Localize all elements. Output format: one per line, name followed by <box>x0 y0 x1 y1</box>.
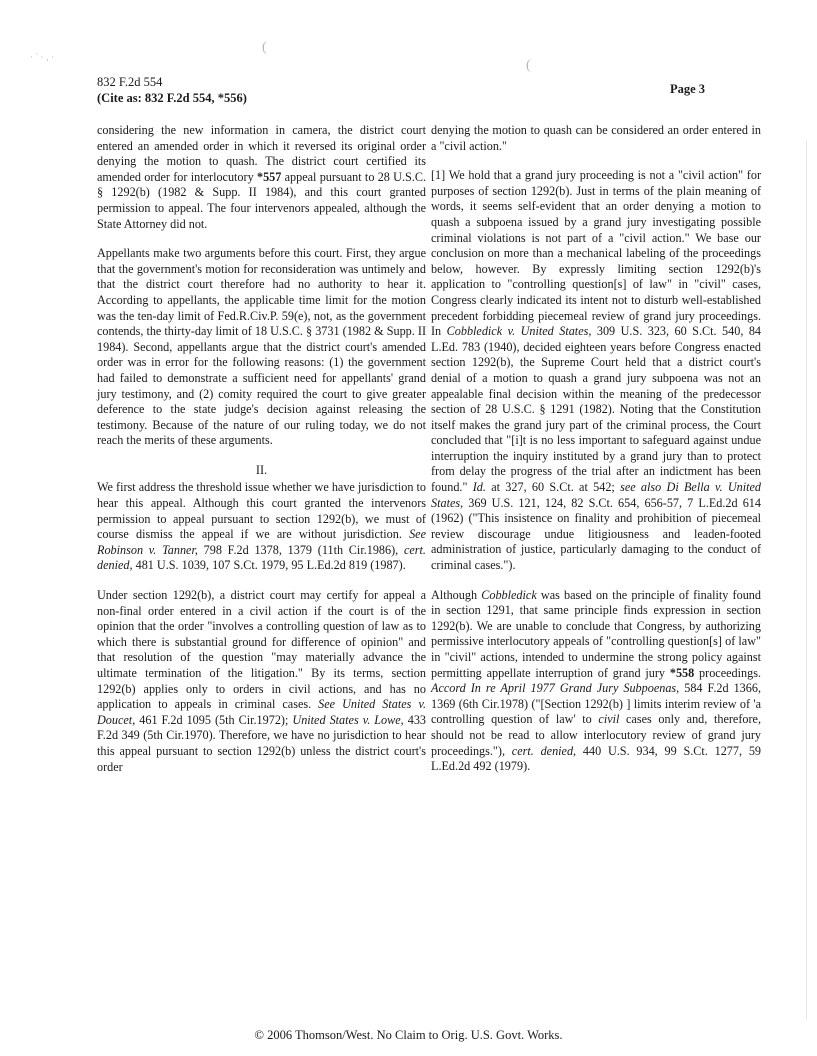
paragraph-section-1292b: Under section 1292(b), a district court may certify for appeal a non-final order entered in a civil action if the court is of the opinion that the order "involves a controlling question of law as to which there is substantial ground for difference of opinion" and that resolution of the question "may materially advance the ultimate termination of the litigation." By its terms, section 1292(b) applies only to orders in civil actions, and has no application to appeals in criminal cases. See United States v. Doucet, 461 F.2d 1095 (5th Cir.1972); United States v. Lowe, 433 F.2d 349 (5th Cir.1970). Therefore, we have no jurisdiction to hear this appeal pursuant to section 1292(b) unless the district court's order <box>97 588 427 774</box>
paragraph-civil-action-continuation: denying the motion to quash can be considered an order entered in a "civil action." <box>431 123 761 153</box>
star-page-558: *558 <box>669 665 695 680</box>
paragraph-procedural-history: considering the new information in camera, the district court entered an amended order in which it reversed its original order denying the motion to quash. The district court certified its amended order for interlocutory *557 appeal pursuant to 28 U.S.C. § 1292(b) (1982 & Supp. II 1984), and this court granted permission to appeal. The four intervenors appealed, although the State Attorney did not. <box>97 123 426 231</box>
paragraph-holding: [1] We hold that a grand jury proceeding is not a "civil action" for purposes of section 1292(b). Just in terms of the plain meaning of words, it seems self-evident that an order denying a motion to quash a subpoena issued by a grand jury investigating possible criminal violations is not part of a "civil action." We base our conclusion on more than a mechanical labeling of the proceedings below, however. By expressly limiting section 1292(b)'s application to "controlling question[s] of law" in "civil" cases, Congress clearly indicated its intent not to disturb well-established precedent forbidding piecemeal review of grand jury proceedings. In Cobbledick v. United States, 309 U.S. 323, 60 S.Ct. 540, 84 L.Ed. 783 (1940), decided eighteen years before Congress enacted section 1292(b), the Supreme Court held that a district court's denial of a motion to quash a grand jury subpoena was not an appealable final decision within the meaning of the predecessor section of 28 U.S.C. § 1291 (1982). Noting that the Constitution itself makes the grand jury part of the criminal process, the Court concluded that "[i]t is no less important to safeguard against undue interruption the inquiry instituted by a grand jury than to protect from delay the progress of the trial after an indictment has been found." Id. at 327, 60 S.Ct. at 542; see also Di Bella v. United States, 369 U.S. 121, 124, 82 S.Ct. 654, 656-57, 7 L.Ed.2d 614 (1962) ("This insistence on finality and prohibition of piecemeal review discourage undue litigiousness and leaden-footed administration of justice, particularly damaging to the conduct of criminal cases."). <box>431 168 762 573</box>
scan-artifact-marks: · ˙ · ‚ · <box>30 52 54 62</box>
left-column <box>97 123 426 789</box>
paragraph-appellants-arguments: Appellants make two arguments before this court. First, they argue that the government's motion for reconsideration was untimely and that the district court therefore had no authority to hear it. According to appellants, the applicable time limit for the motion was the ten-day limit of Fed.R.Civ.P. 59(e), not, as the government contends, the thirty-day limit of 18 U.S.C. § 3731 (1982 & Supp. II 1984). Second, appellants argue that the district court's amended order was in error for the following reasons: (1) the government had failed to demonstrate a sufficient need for appellants' grand jury testimony, and (2) comity required the court to give greater deference to the state judge's decision against releasing the testimony. Because of the nature of our ruling today, we do not reach the merits of these arguments. <box>97 246 426 448</box>
right-column <box>431 123 761 789</box>
scan-artifact-paren-right: ( <box>526 58 531 73</box>
reporter-citation: 832 F.2d 554 <box>97 75 163 89</box>
cite-as-line: (Cite as: 832 F.2d 554, *556) <box>97 91 247 105</box>
section-heading: II. <box>255 462 268 477</box>
copyright-footer: © 2006 Thomson/West. No Claim to Orig. U.S. Govt. Works. <box>254 1028 563 1042</box>
paragraph-jurisdiction: We first address the threshold issue whether we have jurisdiction to hear this appeal. Although this court granted the intervenors permission to appeal pursuant to section 1292(b), we must of course dismiss the appeal if we are without jurisdiction. See Robinson v. Tanner, 798 F.2d 1378, 1379 (11th Cir.1986), cert. denied, 481 U.S. 1039, 107 S.Ct. 1979, 95 L.Ed.2d 819 (1987). <box>97 480 426 573</box>
scan-edge-line <box>806 140 807 1020</box>
paragraph-cobbledick-finality: Although Cobbledick was based on the principle of finality found in section 1291, that same principle finds expression in section 1292(b). We are unable to conclude that Congress, by authorizing permissive interlocutory appeals of "controlling question[s] of law" in "civil" actions, intended to undermine the strong policy against permitting appellate interruption of grand jury *558 proceedings. Accord In re April 1977 Grand Jury Subpoenas, 584 F.2d 1366, 1369 (6th Cir.1978) ("[Section 1292(b) ] limits interim review of 'a controlling question of law' to civil cases only and, therefore, should not be read to allow interlocutory review of grand jury proceedings."), cert. denied, 440 U.S. 934, 99 S.Ct. 1277, 59 L.Ed.2d 492 (1979). <box>431 587 762 774</box>
citation-header <box>97 74 247 106</box>
page-number: Page 3 <box>670 82 706 96</box>
star-page-557: *557 <box>256 169 282 184</box>
scan-artifact-paren-left: ( <box>262 40 267 55</box>
